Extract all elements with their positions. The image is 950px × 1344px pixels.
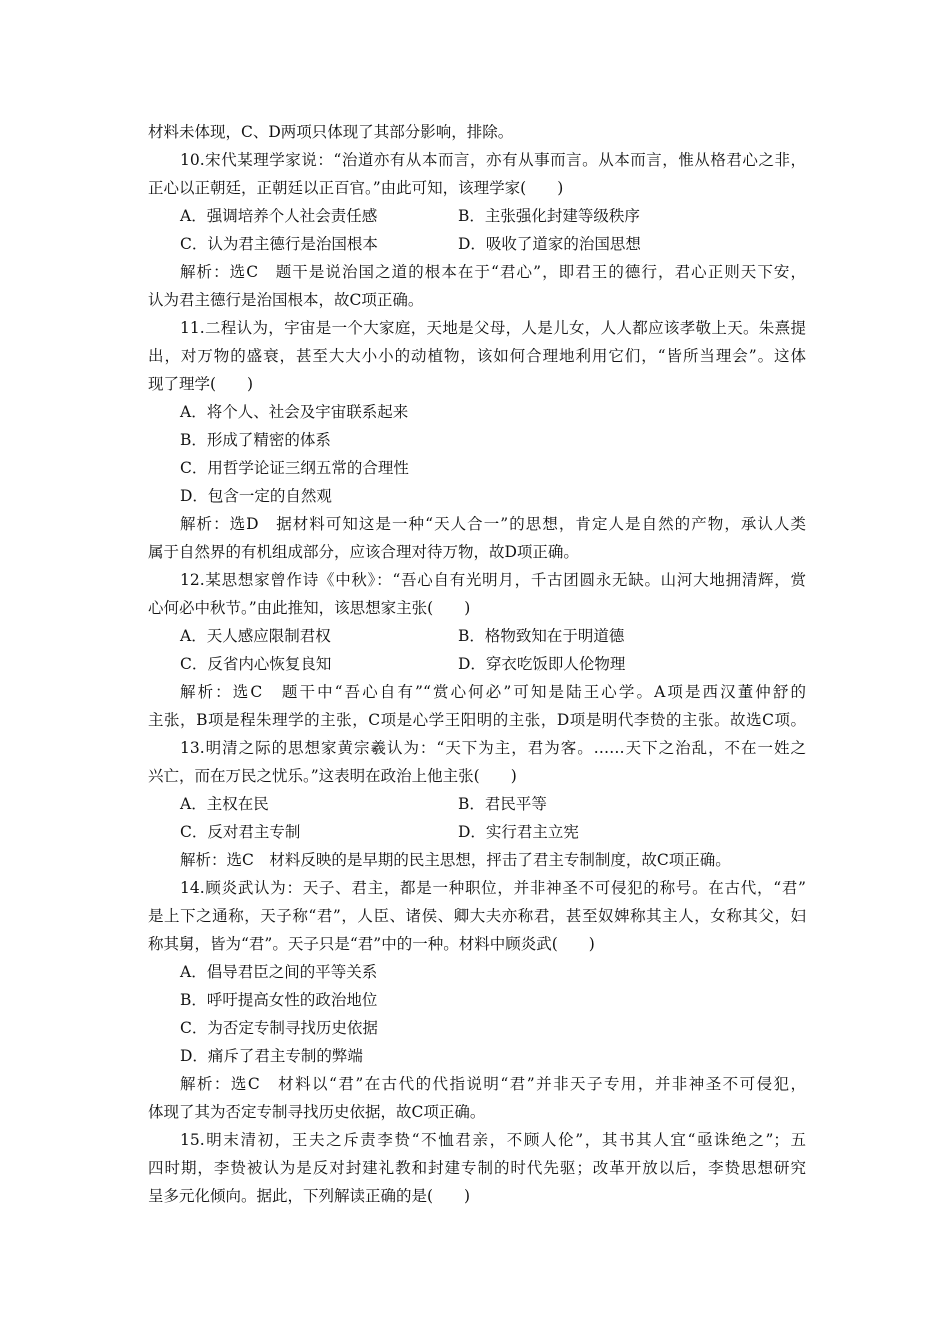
- text-line: 兴亡，而在万民之忧乐。”这表明在政治上他主张( ): [148, 767, 517, 785]
- text-line: 现了理学( ): [148, 375, 254, 393]
- option-a: A．强调培养个人社会责任感: [180, 207, 378, 225]
- option-c: C．用哲学论证三纲五常的合理性: [180, 459, 409, 477]
- option-a: A．主权在民: [180, 795, 269, 813]
- option-c: C．反对君主专制: [180, 823, 301, 841]
- option-c: C．为否定专制寻找历史依据: [180, 1019, 378, 1037]
- question-12-stem: 12.某思想家曾作诗《中秋》：“吾心自有光明月，千古团圆永无缺。山河大地拥清辉，赏: [180, 571, 806, 589]
- explanation: 解析：选C 材料反映的是早期的民主思想，抨击了君主专制制度，故C项正确。: [180, 851, 731, 869]
- option-b: B．呼吁提高女性的政治地位: [180, 991, 378, 1009]
- option-a: A．倡导君臣之间的平等关系: [180, 963, 378, 981]
- text-line: 称其舅，皆为“君”。天子只是“君”中的一种。材料中顾炎武( ): [148, 935, 595, 953]
- question-13-stem: 13.明清之际的思想家黄宗羲认为：“天下为主，君为客。……天下之治乱，不在一姓之: [180, 739, 806, 757]
- text-line: 材料未体现，C、D两项只体现了其部分影响，排除。: [148, 123, 514, 141]
- text-line: 是上下之通称，天子称“君”，人臣、诸侯、卿大夫亦称君，甚至奴婢称其主人，女称其父，妇: [148, 907, 806, 925]
- option-b: B．主张强化封建等级秩序: [458, 207, 640, 225]
- option-d: D．痛斥了君主专制的弊端: [180, 1047, 363, 1065]
- text-line: 体现了其为否定专制寻找历史依据，故C项正确。: [148, 1103, 486, 1121]
- text-line: 正心以正朝廷，正朝廷以正百官。”由此可知，该理学家( ): [148, 179, 564, 197]
- text-line: 心何必中秋节。”由此推知，该思想家主张( ): [148, 599, 471, 617]
- option-b: B．形成了精密的体系: [180, 431, 331, 449]
- explanation: 解析：选C 题干中“吾心自有”“赏心何必”可知是陆王心学。A项是西汉董仲舒的: [180, 683, 806, 701]
- option-d: D．实行君主立宪: [458, 823, 579, 841]
- text-line: 主张，B项是程朱理学的主张，C项是心学王阳明的主张，D项是明代李贽的主张。故选C项。: [148, 711, 806, 729]
- option-a: A．天人感应限制君权: [180, 627, 331, 645]
- text-line: 认为君主德行是治国根本，故C项正确。: [148, 291, 424, 309]
- option-c: C．反省内心恢复良知: [180, 655, 332, 673]
- option-d: D．穿衣吃饭即人伦物理: [458, 655, 626, 673]
- question-15-stem: 15.明末清初，王夫之斥责李贽“不恤君亲，不顾人伦”，其书其人宜“亟诛绝之”；五: [180, 1131, 806, 1149]
- question-14-stem: 14.顾炎武认为：天子、君主，都是一种职位，并非神圣不可侵犯的称号。在古代，“君”: [180, 879, 806, 897]
- option-c: C．认为君主德行是治国根本: [180, 235, 378, 253]
- text-line: 属于自然界的有机组成部分，应该合理对待万物，故D项正确。: [148, 543, 579, 561]
- text-line: 出，对万物的盛衰，甚至大大小小的动植物，该如何合理地利用它们，“皆所当理会”。这体: [148, 347, 806, 365]
- option-d: D．吸收了道家的治国思想: [458, 235, 641, 253]
- question-11-stem: 11.二程认为，宇宙是一个大家庭，天地是父母，人是儿女，人人都应该孝敬上天。朱熹提: [180, 319, 806, 337]
- text-line: 四时期，李贽被认为是反对封建礼教和封建专制的时代先驱；改革开放以后，李贽思想研究: [148, 1159, 806, 1177]
- option-d: D．包含一定的自然观: [180, 487, 332, 505]
- option-b: B．君民平等: [458, 795, 547, 813]
- question-10-stem: 10.宋代某理学家说：“治道亦有从本而言，亦有从事而言。从本而言，惟从格君心之非，: [180, 151, 806, 169]
- option-a: A．将个人、社会及宇宙联系起来: [180, 403, 409, 421]
- explanation: 解析：选C 题干是说治国之道的根本在于“君心”，即君王的德行，君心正则天下安，: [180, 263, 806, 281]
- explanation: 解析：选D 据材料可知这是一种“天人合一”的思想，肯定人是自然的产物，承认人类: [180, 515, 806, 533]
- text-line: 呈多元化倾向。据此，下列解读正确的是( ): [148, 1187, 471, 1205]
- option-b: B．格物致知在于明道德: [458, 627, 625, 645]
- explanation: 解析：选C 材料以“君”在古代的代指说明“君”并非天子专用，并非神圣不可侵犯，: [180, 1075, 806, 1093]
